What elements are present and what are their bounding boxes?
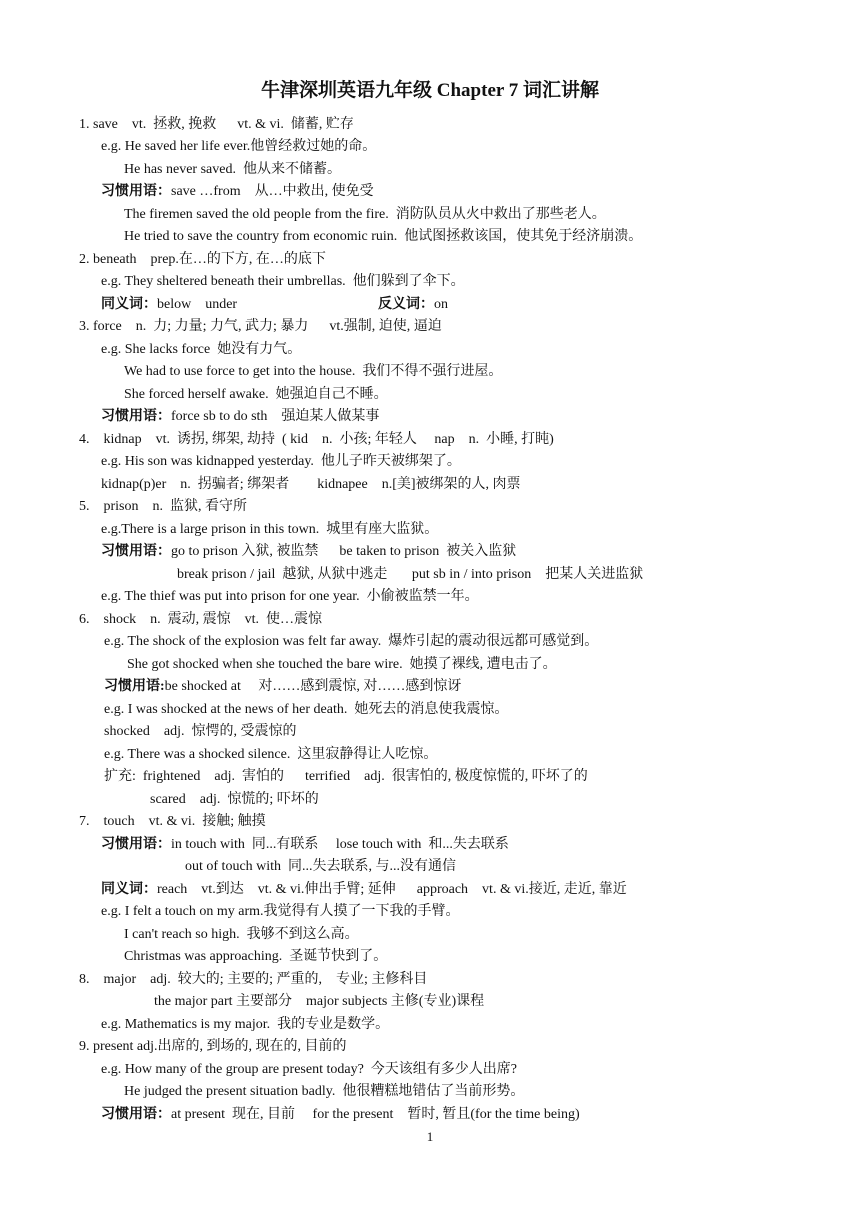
document-title: 牛津深圳英语九年级 Chapter 7 词汇讲解 xyxy=(261,80,599,101)
entry-shock-heading: 6. shock n. 震动, 震惊 vt. 使…震惊 xyxy=(79,612,323,627)
idiom-line xyxy=(101,1106,580,1124)
example-line: e.g. His son was kidnapped yesterday. 他儿子昨天被绑架了。 xyxy=(101,454,461,469)
extension-continuation: scared adj. 惊慌的; 吓坏的 xyxy=(150,792,319,807)
example-line: She forced herself awake. 她强迫自己不睡。 xyxy=(124,387,388,402)
idiom-line xyxy=(104,678,461,696)
example-line: Christmas was approaching. 圣诞节快到了。 xyxy=(124,949,388,964)
idiom-line xyxy=(101,183,374,201)
entry-save-heading: 1. save vt. 拯救, 挽救 vt. & vi. 储蓄, 贮存 xyxy=(79,117,354,132)
example-line: e.g.There is a large prison in this town. 城里有座大监狱。 xyxy=(101,522,439,537)
synonym-line xyxy=(101,296,237,314)
idiom-continuation: out of touch with 同...失去联系, 与...没有通信 xyxy=(185,859,457,874)
example-line: e.g. The thief was put into prison for one year. 小偷被监禁一年。 xyxy=(101,589,479,604)
entry-touch-heading: 7. touch vt. & vi. 接触; 触摸 xyxy=(79,814,266,829)
page-number: 1 xyxy=(426,1129,434,1144)
idiom-text: force sb to do sth 强迫某人做某事 xyxy=(171,409,380,424)
synonym-line xyxy=(101,881,627,899)
idiom-label: 习惯用语: xyxy=(104,679,165,694)
synonym-text: below under xyxy=(157,297,238,312)
antonym-text: on xyxy=(434,297,448,312)
example-line: The firemen saved the old people from the fire. 消防队员从火中救出了那些老人。 xyxy=(124,207,606,222)
example-line: e.g. Mathematics is my major. 我的专业是数学。 xyxy=(101,1017,390,1032)
idiom-label: 习惯用语： xyxy=(101,409,171,424)
entry-present-heading: 9. present adj.出席的, 到场的, 现在的, 目前的 xyxy=(79,1039,347,1054)
idiom-text: in touch with 同...有联系 lose touch with 和...失去联系 xyxy=(171,837,509,852)
example-line: I can't reach so high. 我够不到这么高。 xyxy=(124,927,359,942)
entry-prison-heading: 5. prison n. 监狱, 看守所 xyxy=(79,499,247,514)
derivative-line: shocked adj. 惊愕的, 受震惊的 xyxy=(104,724,297,739)
entry-kidnap-heading: 4. kidnap vt. 诱拐, 绑架, 劫持 ( kid n. 小孩; 年轻人 nap n. 小睡, 打盹) xyxy=(79,432,554,447)
idiom-label: 习惯用语： xyxy=(101,837,171,852)
idiom-label: 习惯用语： xyxy=(101,544,171,559)
example-line: e.g. There was a shocked silence. 这里寂静得让人吃惊。 xyxy=(104,747,438,762)
entry-major-heading: 8. major adj. 较大的; 主要的; 严重的, 专业; 主修科目 xyxy=(79,972,428,987)
example-line: e.g. The shock of the explosion was felt far away. 爆炸引起的震动很远都可感觉到。 xyxy=(104,634,599,649)
synonym-label: 同义词： xyxy=(101,297,157,312)
idiom-label: 习惯用语： xyxy=(101,184,171,199)
idiom-text: at present 现在, 目前 for the present 暂时, 暂且(for the time being) xyxy=(171,1107,580,1122)
phrase-line: the major part 主要部分 major subjects 主修(专业)课程 xyxy=(154,994,485,1009)
idiom-text: be shocked at 对……感到震惊, 对……感到惊讶 xyxy=(164,679,462,694)
idiom-text: save …from 从…中救出, 使免受 xyxy=(171,184,374,199)
derivative-line: kidnap(p)er n. 拐骗者; 绑架者 kidnapee n.[美]被绑架的人, 肉票 xyxy=(101,477,521,492)
example-line: e.g. I felt a touch on my arm.我觉得有人摸了一下我的手臂。 xyxy=(101,904,460,919)
example-line: e.g. They sheltered beneath their umbrellas. 他们躲到了伞下。 xyxy=(101,274,465,289)
idiom-text: go to prison 入狱, 被监禁 be taken to prison 被关入监狱 xyxy=(171,544,517,559)
antonym-label: 反义词： xyxy=(378,297,434,312)
synonym-label: 同义词： xyxy=(101,882,157,897)
example-line: e.g. He saved her life ever.他曾经救过她的命。 xyxy=(101,139,377,154)
entry-beneath-heading: 2. beneath prep.在…的下方, 在…的底下 xyxy=(79,252,326,267)
example-line: We had to use force to get into the house. 我们不得不强行进屋。 xyxy=(124,364,503,379)
example-line: He judged the present situation badly. 他很糟糕地错估了当前形势。 xyxy=(124,1084,525,1099)
entry-force-heading: 3. force n. 力; 力量; 力气, 武力; 暴力 vt.强制, 迫使, 逼迫 xyxy=(79,319,442,334)
idiom-label: 习惯用语： xyxy=(101,1107,171,1122)
example-line: e.g. How many of the group are present today? 今天该组有多少人出席? xyxy=(101,1062,518,1077)
example-line: She got shocked when she touched the bare wire. 她摸了裸线, 遭电击了。 xyxy=(127,657,557,672)
example-line: e.g. I was shocked at the news of her death. 她死去的消息使我震惊。 xyxy=(104,702,509,717)
synonym-text: reach vt.到达 vt. & vi.伸出手臂; 延伸 approach vt. & vi.接近, 走近, 靠近 xyxy=(157,882,627,897)
example-line: e.g. She lacks force 她没有力气。 xyxy=(101,342,302,357)
example-line: He has never saved. 他从来不储蓄。 xyxy=(124,162,341,177)
idiom-line xyxy=(101,543,516,561)
idiom-continuation: break prison / jail 越狱, 从狱中逃走 put sb in / into prison 把某人关进监狱 xyxy=(177,567,644,582)
extension-line: 扩充: frightened adj. 害怕的 terrified adj. 很害怕的, 极度惊慌的, 吓坏了的 xyxy=(104,769,588,784)
idiom-line xyxy=(101,408,379,426)
example-line: He tried to save the country from economic ruin. 他试图拯救该国，使其免于经济崩溃。 xyxy=(124,229,643,244)
idiom-line xyxy=(101,836,509,854)
antonym-line xyxy=(378,296,448,314)
